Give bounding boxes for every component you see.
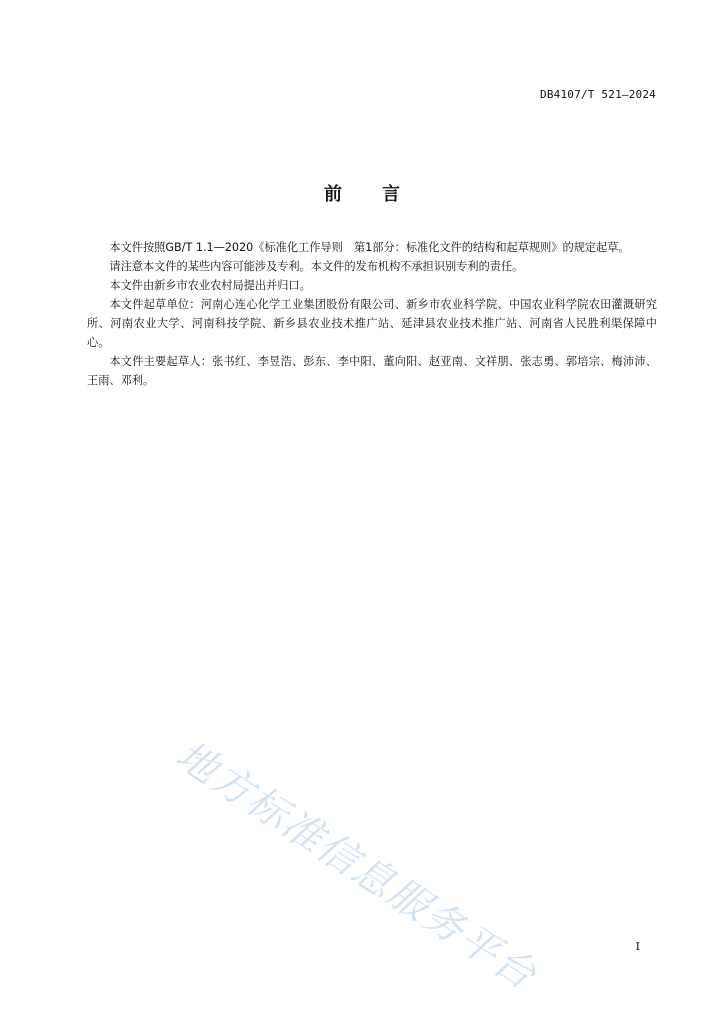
paragraph-patent-notice: 请注意本文件的某些内容可能涉及专利。本文件的发布机构不承担识别专利的责任。 — [109, 260, 524, 273]
page-number: I — [635, 940, 640, 953]
document-code: DB4107/T 521—2024 — [540, 88, 656, 101]
preface-body — [87, 238, 657, 390]
paragraph-drafters: 本文件主要起草人：张书红、李昱浩、彭东、李中阳、董向阳、赵亚南、文祥朋、张志勇、郭培宗、梅沛沛、王雨、邓利。 — [87, 355, 657, 387]
paragraph-drafting-rules: 本文件按照GB/T 1.1—2020《标准化工作导则 第1部分：标准化文件的结构和起草规则》的规定起草。 — [109, 241, 630, 254]
paragraph-proposer: 本文件由新乡市农业农村局提出并归口。 — [109, 279, 311, 292]
paragraph-drafting-units: 本文件起草单位：河南心连心化学工业集团股份有限公司、新乡市农业科学院、中国农业科学院农田灌溉研究所、河南农业大学、河南科技学院、新乡县农业技术推广站、延津县农业技术推广站、河南省人民胜利渠保障中心。 — [87, 298, 657, 349]
section-title: 前言 — [324, 184, 440, 205]
watermark: 地方标准信息服务平台 — [167, 732, 545, 1000]
